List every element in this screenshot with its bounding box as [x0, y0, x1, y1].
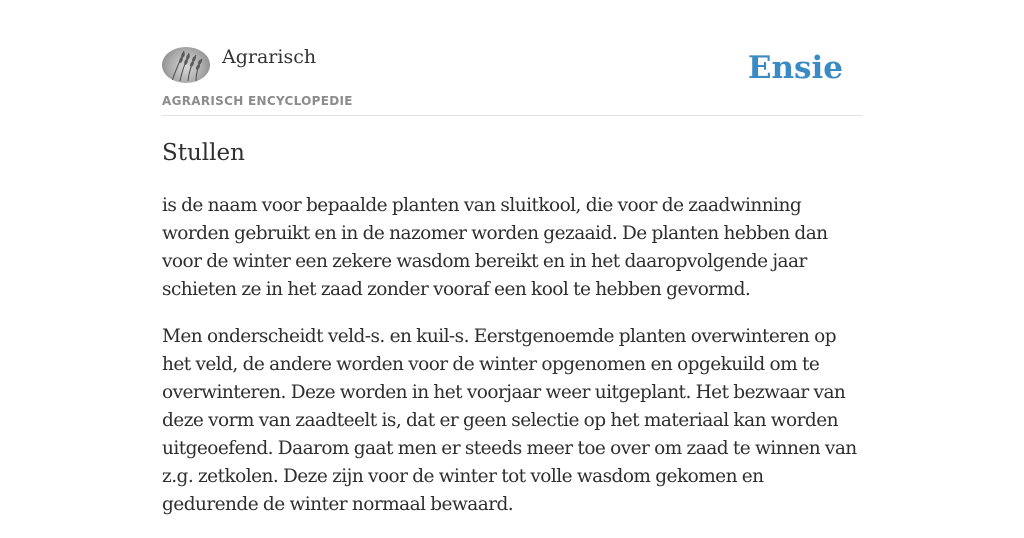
- wheat-icon[interactable]: [162, 47, 210, 83]
- publisher-header: [162, 44, 862, 116]
- publisher-name[interactable]: Agrarisch: [222, 46, 317, 68]
- article-paragraph: Men onderscheidt veld-s. en kuil-s. Eerstgenoemde planten overwinteren op het veld, de andere worden voor de winter opgenomen en opgekuild om te overwinteren. Deze worden in het voorjaar weer uitgeplant. Het bezwaar van deze vorm van zaadteelt is, dat er geen selectie op het materiaal kan worden uitgeoefend. Daarom gaat men er steeds meer toe over om zaad te winnen van z.g. zetkolen. Deze zijn voor de winter tot volle wasdom gekomen en gedurende de winter normaal bewaard.: [162, 326, 857, 515]
- article-title: Stullen: [162, 140, 245, 166]
- article-paragraph: is de naam voor bepaalde planten van sluitkool, die voor de zaadwinning worden gebruikt en in de nazomer worden gezaaid. De planten hebben dan voor de winter een zekere wasdom bereikt en in het daaropvolgende jaar schieten ze in het zaad zonder vooraf een kool te hebben gevormd.: [162, 195, 828, 300]
- publisher-subtitle[interactable]: AGRARISCH ENCYCLOPEDIE: [162, 94, 353, 108]
- article-body: [162, 192, 862, 538]
- ensie-logo[interactable]: Ensie: [747, 50, 843, 86]
